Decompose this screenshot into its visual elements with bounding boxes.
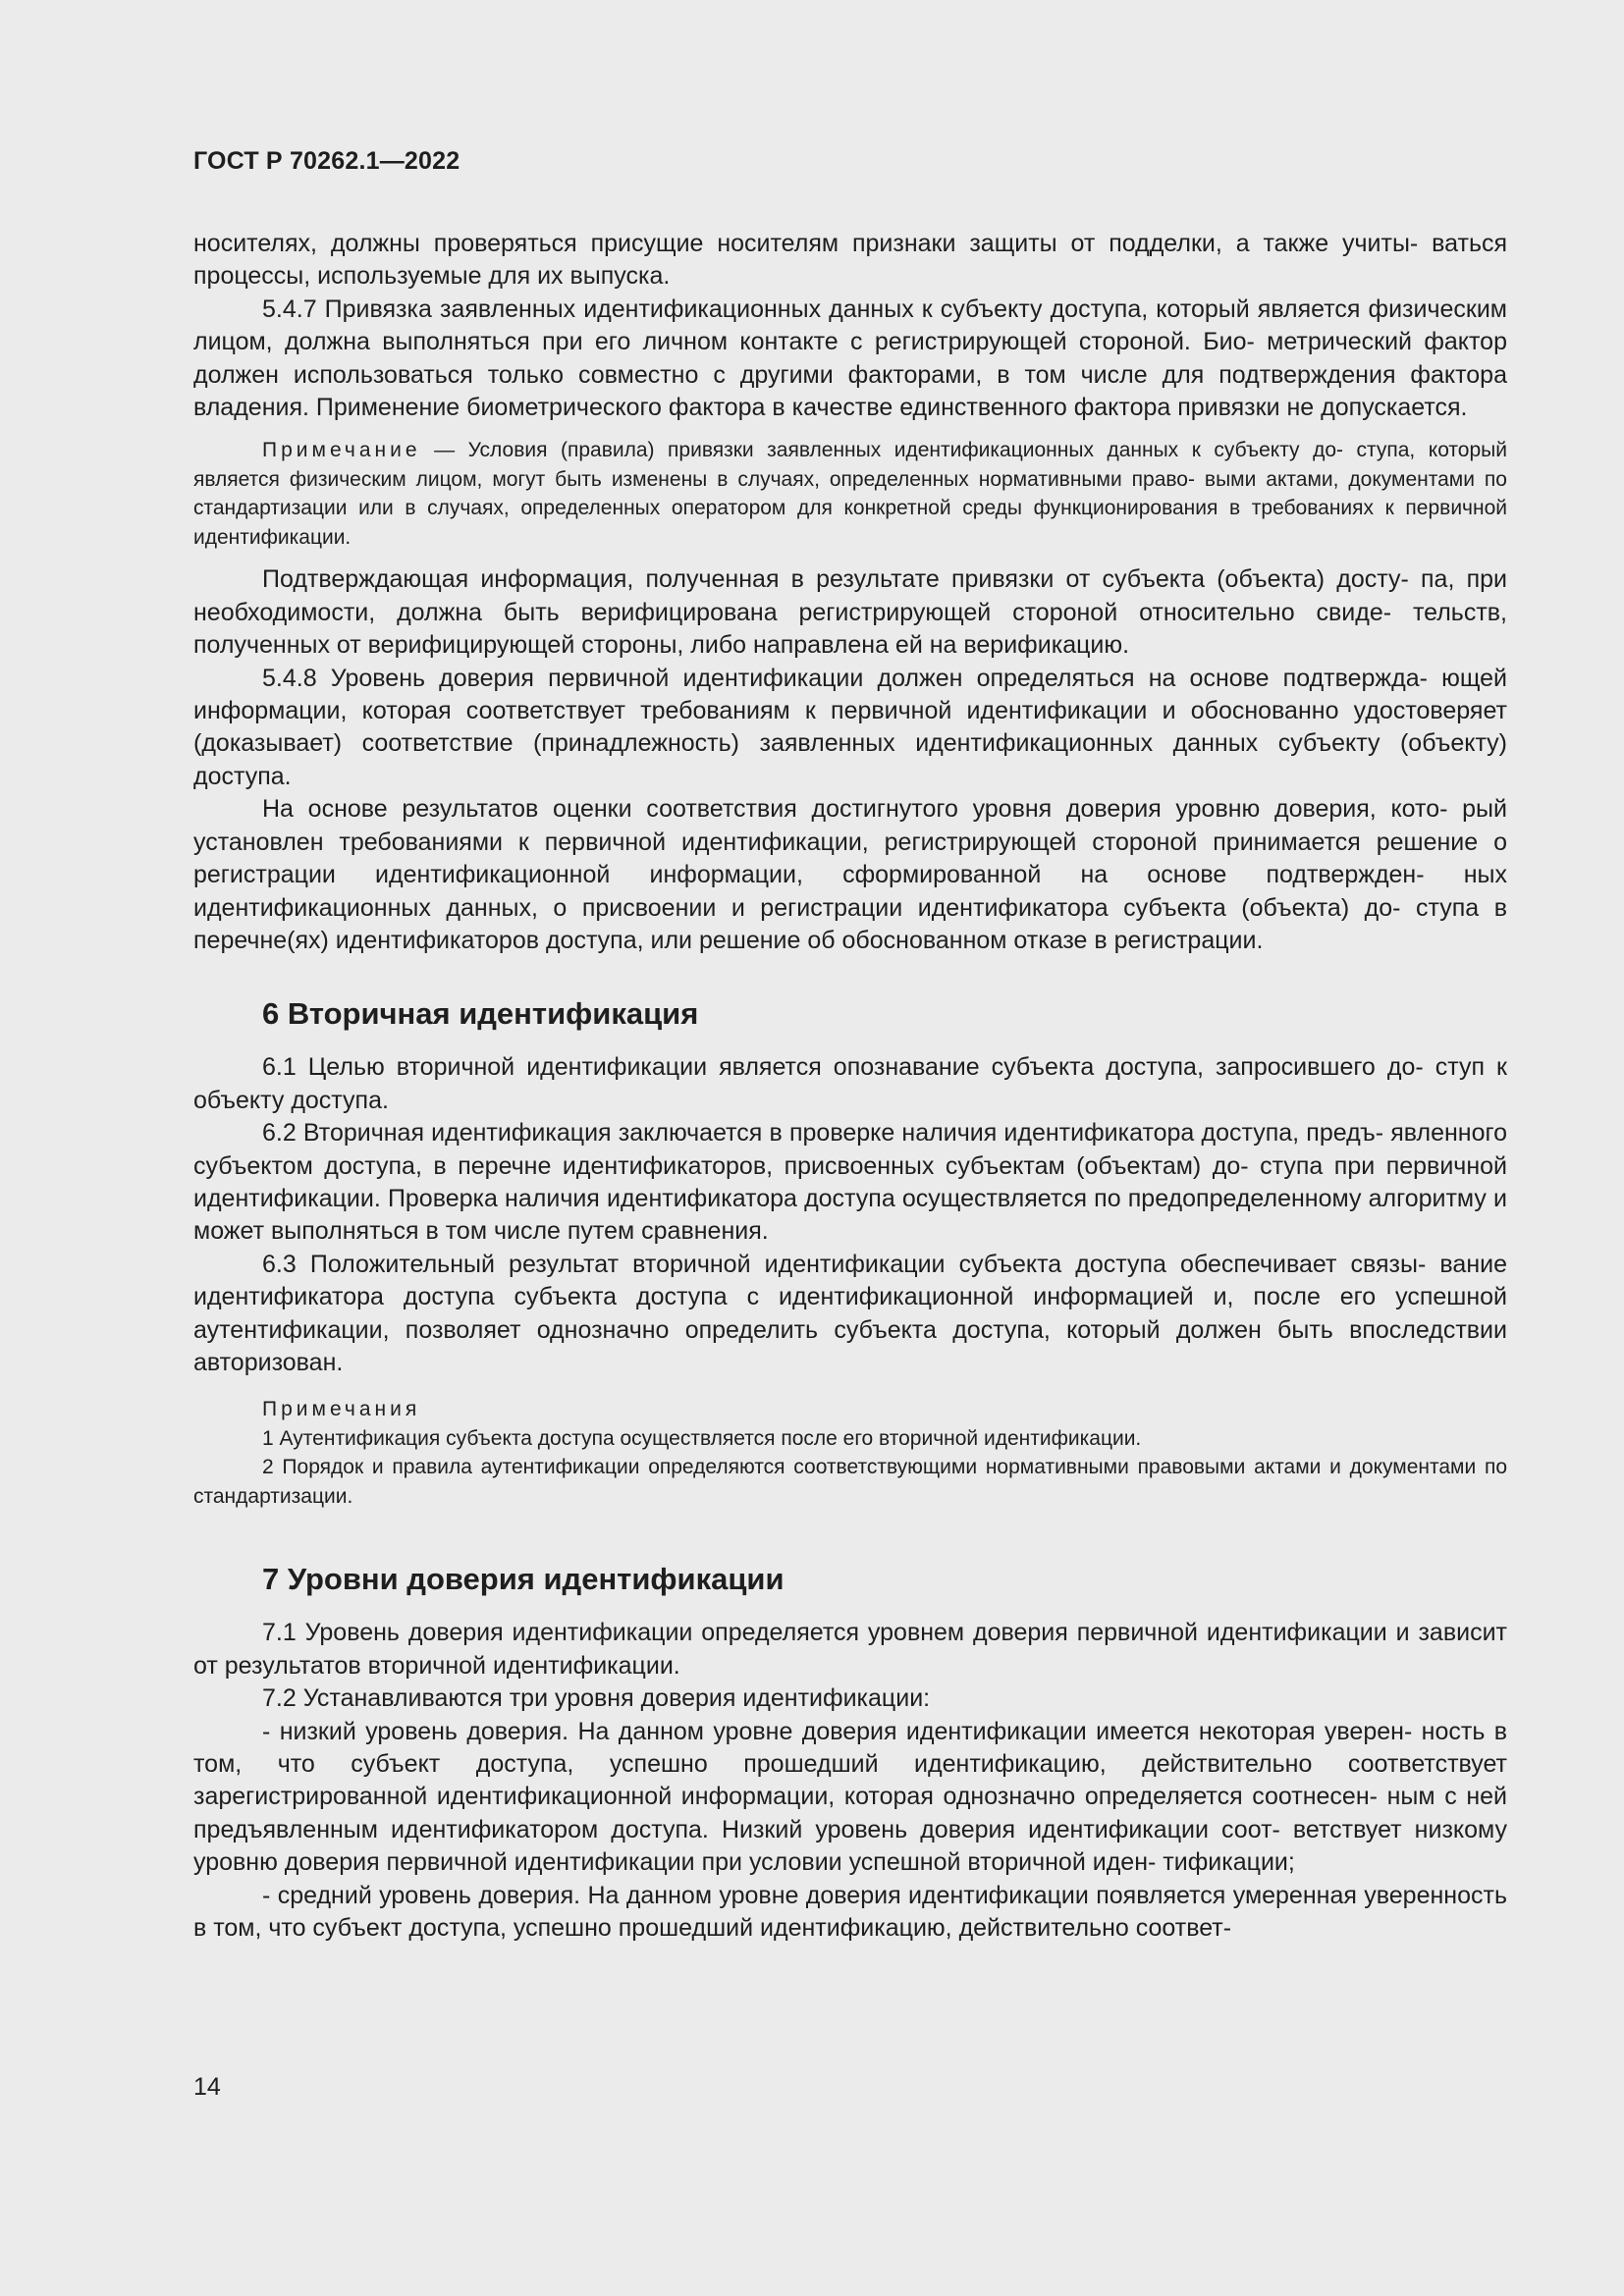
note-1: 1 Аутентификация субъекта доступа осуществляется после его вторичной идентификации. (262, 1426, 1142, 1450)
paragraph-continuation: носителях, должны проверяться присущие носителям признаки защиты от подделки, а также учиты- ваться процессы, используемые для их выпуска. (193, 230, 1507, 291)
list-item-medium-level: - средний уровень доверия. На данном уровне доверия идентификации появляется умеренная уверенность в том, что субъект доступа, успешно прошедший идентификацию, действительно соответ- (193, 1881, 1507, 1943)
note-2: 2 Порядок и правила аутентификации определяются соответствующими нормативными правовыми актами и документами по стандартизации. (193, 1456, 1507, 1508)
note-label: Примечание (262, 439, 421, 462)
list-item-low-level: - низкий уровень доверия. На данном уровне доверия идентификации имеется некоторая уверен- ность в том, что субъект доступа, успешно прошедший идентификацию, действительно соответствует зарегистрированной идентификационной информации, которая однозначно определяется соотнесен- ным с ней предъявленным идентификатором доступа. Низкий уровень доверия идентификации соот- ветствует низкому уровню доверия первичной идентификации при условии успешной вторичной иден- тификации; (193, 1717, 1507, 1877)
paragraph-confirming-info: Подтверждающая информация, полученная в результате привязки от субъекта (объекта) досту- па, при необходимости, должна быть верифицирована регистрирующей стороной относительно свиде- тельств, полученных от верифицирующей стороны, либо направлена ей на верификацию. (193, 565, 1507, 660)
paragraph-7-1: 7.1 Уровень доверия идентификации определяется уровнем доверия первичной идентификации и зависит от результатов вторичной идентификации. (193, 1619, 1507, 1680)
section-heading-6: 6 Вторичная идентификация (262, 996, 699, 1032)
document-body (193, 228, 1507, 1945)
paragraph-5-4-8: 5.4.8 Уровень доверия первичной идентификации должен определяться на основе подтвержда- ющей информации, которая соответствует требованиям к первичной идентификации и обоснованно удостоверяет (доказывает) соответствие (принадлежность) заявленных идентификационных данных субъекту (объекту) доступа. (193, 664, 1507, 790)
paragraph-assessment-basis: На основе результатов оценки соответствия достигнутого уровня доверия уровню доверия, кото- рый установлен требованиями к первичной идентификации, регистрирующей стороной принимается решение о регистрации идентификационной информации, сформированной на основе подтвержден- ных идентификационных данных, о присвоении и регистрации идентификатора субъекта (объекта) до- ступа в перечне(ях) идентификаторов доступа, или решение об обоснованном отказе в регистрации. (193, 795, 1507, 954)
paragraph-5-4-7: 5.4.7 Привязка заявленных идентификационных данных к субъекту доступа, который является физическим лицом, должна выполняться при его личном контакте с регистрирующей стороной. Био- метрический фактор должен использоваться только совместно с другими факторами, в том числе для подтверждения фактора владения. Применение биометрического фактора в качестве единственного фактора привязки не допускается. (193, 294, 1507, 422)
section-heading-7: 7 Уровни доверия идентификации (262, 1562, 785, 1597)
note-text: — Условия (правила) привязки заявленных идентификационных данных к субъекту до- ступа, который является физическим лицом, могут быть изменены в случаях, определенных нормативными право- выми актами, документами по стандартизации или в случаях, определенных оператором для конкретной среды функционирования в требованиях к первичной идентификации. (193, 439, 1507, 549)
note-binding-conditions (193, 436, 1507, 552)
paragraph-6-3: 6.3 Положительный результат вторичной идентификации субъекта доступа обеспечивает связы- вание идентификатора доступа субъекта доступа с идентификационной информацией и, после его успешной аутентификации, позволяет однозначно определить субъекта доступа, который должен быть впоследствии авторизован. (193, 1250, 1507, 1376)
document-code-header: ГОСТ Р 70262.1—2022 (193, 147, 460, 175)
notes-label: Примечания (262, 1398, 421, 1421)
page-number: 14 (193, 2073, 221, 2101)
paragraph-7-2: 7.2 Устанавливаются три уровня доверия идентификации: (262, 1684, 931, 1713)
paragraph-6-1: 6.1 Целью вторичной идентификации является опознавание субъекта доступа, запросившего до- ступ к объекту доступа. (193, 1053, 1507, 1114)
paragraph-6-2: 6.2 Вторичная идентификация заключается в проверке наличия идентификатора доступа, предъ- явленного субъектом доступа, в перечне идентификаторов, присвоенных субъектам (объектам) до- ступа при первичной идентификации. Проверка наличия идентификатора доступа осуществляется по предопределенному алгоритму и может выполняться в том числе путем сравнения. (193, 1119, 1507, 1246)
